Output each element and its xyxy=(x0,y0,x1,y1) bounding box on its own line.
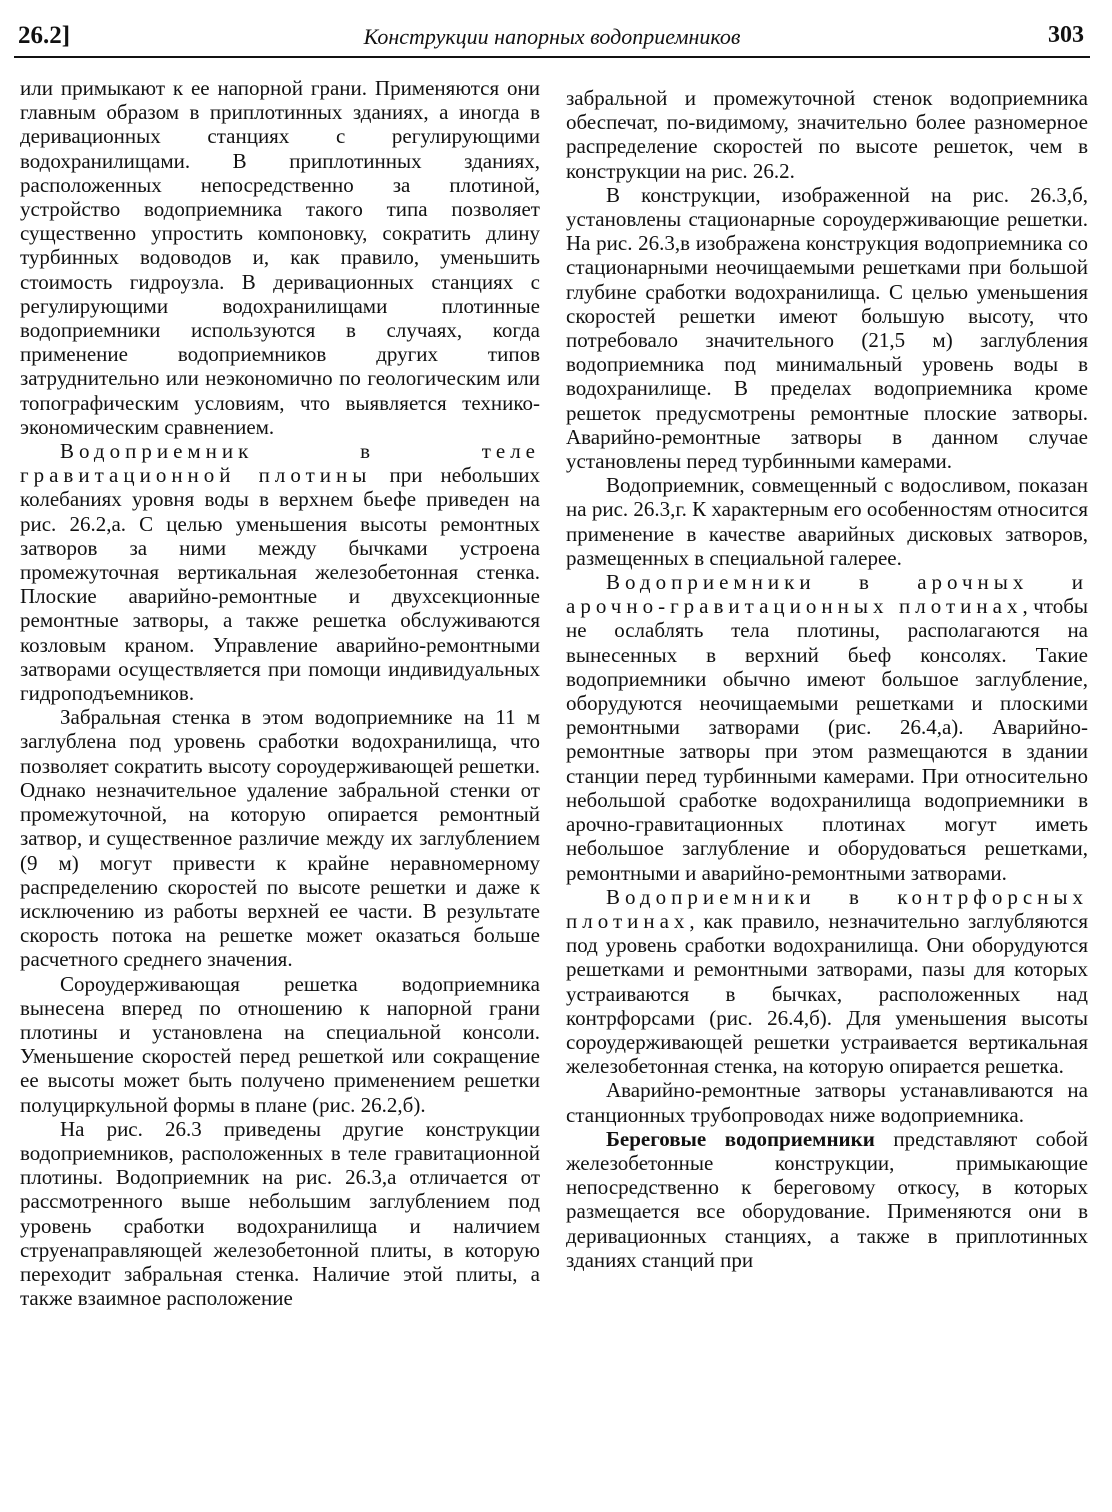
paragraph: Сороудерживающая решетка водоприемника вынесена вперед по отношению к напорной грани плотины и установлена на специальной консоли. Уменьшение скоростей перед решеткой или сокращение ее высоты может быть получено применением решетки полуциркульной формы в плане (рис. 26.2,б). xyxy=(20,971,540,1117)
section-number: 26.2] xyxy=(18,22,71,49)
page-header xyxy=(14,22,1090,52)
paragraph xyxy=(566,885,1088,1079)
paragraph: В конструкции, изображенной на рис. 26.3,б, установлены стационарные сороудерживающие решетки. На рис. 26.3,в изображена конструкция водоприемника со стационарными неочищаемыми решетками при большой глубине сработки водохранилища. С целью уменьшения скоростей решетки имеют большую высоту, что потребовало значительного (21,5 м) заглубления водоприемника под минимальный уровень воды в водохранилище. В пределах водоприемника кроме решеток предусмотрены ремонтные плоские затворы. Аварийно-ремонтные затворы в данном случае установлены перед турбинными камерами. xyxy=(566,182,1088,474)
paragraph: забральной и промежуточной стенок водоприемника обеспечат, по-видимому, значительно более разномерное распределение скоростей по высоте решеток, чем в конструкции на рис. 26.2. xyxy=(566,86,1088,183)
header-rule xyxy=(14,56,1090,58)
page-number: 303 xyxy=(1048,22,1084,48)
paragraph-text: , чтобы не ослаблять тела плотины, располагаются на вынесенных в верхний бьеф консолях. Такие водоприемники обычно имеют большое заглубление, оборудуются неочищаемыми решетками и плоскими ремонтными затворами (рис. 26.4,а). Аварийно-ремонтные затворы при этом размещаются в здании станции перед турбинными камерами. При относительно небольшой сработке водохранилища водоприемники в арочно-гравитационных плотинах могут иметь небольшое заглубление и оборудоваться решетками, ремонтными и аварийно-ремонтными затворами. xyxy=(566,594,1088,885)
paragraph: или примыкают к ее напорной грани. Применяются они главным образом в приплотинных зданиях, а иногда в деривационных станциях с регулирующими водохранилищами. В приплотинных зданиях, расположенных непосредственно за плотиной, устройство водоприемника такого типа позволяет существенно упростить компоновку, сократить длину турбинных водоводов и, как правило, уменьшить стоимость гидроузла. В деривационных станциях с регулирующими водохранилищами плотинные водоприемники используются в случаях, когда применение водоприемников других типов затруднительно или неэкономично по геологическим или топографическим условиям, что выявляется технико-экономическим сравнением. xyxy=(20,76,540,439)
spaced-heading: Водоприемник в теле гравитационной плотины xyxy=(20,439,540,488)
spaced-heading: Водоприемники в арочных и арочно-гравитационных плотинах xyxy=(566,570,1088,619)
paragraph: На рис. 26.3 приведены другие конструкции водоприемников, расположенных в теле гравитационной плотины. Водоприемник на рис. 26.3,а отличается от рассмотренного выше небольшим заглублением под уровень сработки водохранилища и наличием струенаправляющей железобетонной плиты, в которую переходит забральная стенка. Наличие этой плиты, а также взаимное расположение xyxy=(20,1116,540,1311)
spaced-heading: Водоприемники в контрфорсных плотинах xyxy=(566,884,1088,933)
right-column xyxy=(566,86,1088,1272)
bold-term: Береговые водоприемники xyxy=(606,1126,875,1151)
paragraph-text: при небольших колебаниях уровня воды в верхнем бьефе приведен на рис. 26.2,а. С целью уменьшения высоты ремонтных затворов за ними между бычками устроена промежуточная вертикальная железобетонная стенка. Плоские аварийно-ремонтные и двухсекционные ремонтные затворы, а также решетка обслуживаются козловым краном. Управление аварийно-ремонтными затворами осуществляется при помощи индивидуальных гидроподъемников. xyxy=(20,463,540,706)
paragraph: Аварийно-ремонтные затворы устанавливаются на станционных трубопроводах ниже водоприемника. xyxy=(566,1078,1088,1127)
left-column xyxy=(20,76,540,1310)
paragraph-text: представляют собой железобетонные конструкции, примыкающие непосредственно к береговому откосу, в которых размещается все оборудование. Применяются они в деривационных станциях, а также в приплотинных зданиях станций при xyxy=(566,1126,1088,1272)
paragraph: Водоприемник, совмещенный с водосливом, показан на рис. 26.3,г. К характерным его особенностям относится применение в качестве аварийных дисковых затворов, размещенных в специальной галерее. xyxy=(566,473,1088,570)
running-title: Конструкции напорных водоприемников xyxy=(363,24,741,49)
paragraph xyxy=(566,1127,1088,1272)
paragraph-text: , как правило, незначительно заглубляются под уровень сработки водохранилища. Они оборудуются решетками и ремонтными затворами, пазы для которых устраиваются в бычках, расположенных над контрфорсами (рис. 26.4,б). Для уменьшения высоты сороудерживающей решетки устраивается вертикальная железобетонная стенка, на которую опирается решетка. xyxy=(566,908,1088,1079)
paragraph: Забральная стенка в этом водоприемнике на 11 м заглублена под уровень сработки водохранилища, что позволяет сократить высоту сороудерживающей решетки. Однако незначительное удаление забральной стенки от промежуточной, на которую опирается ремонтный затвор, и существенное различие между их заглублением (9 м) могут привести к крайне неравномерному распределению скоростей по высоте решетки и даже к исключению из работы верхней ее части. В результате скорость потока на решетке может оказаться больше расчетного среднего значения. xyxy=(20,705,540,972)
paragraph xyxy=(20,439,540,705)
paragraph xyxy=(566,570,1088,885)
